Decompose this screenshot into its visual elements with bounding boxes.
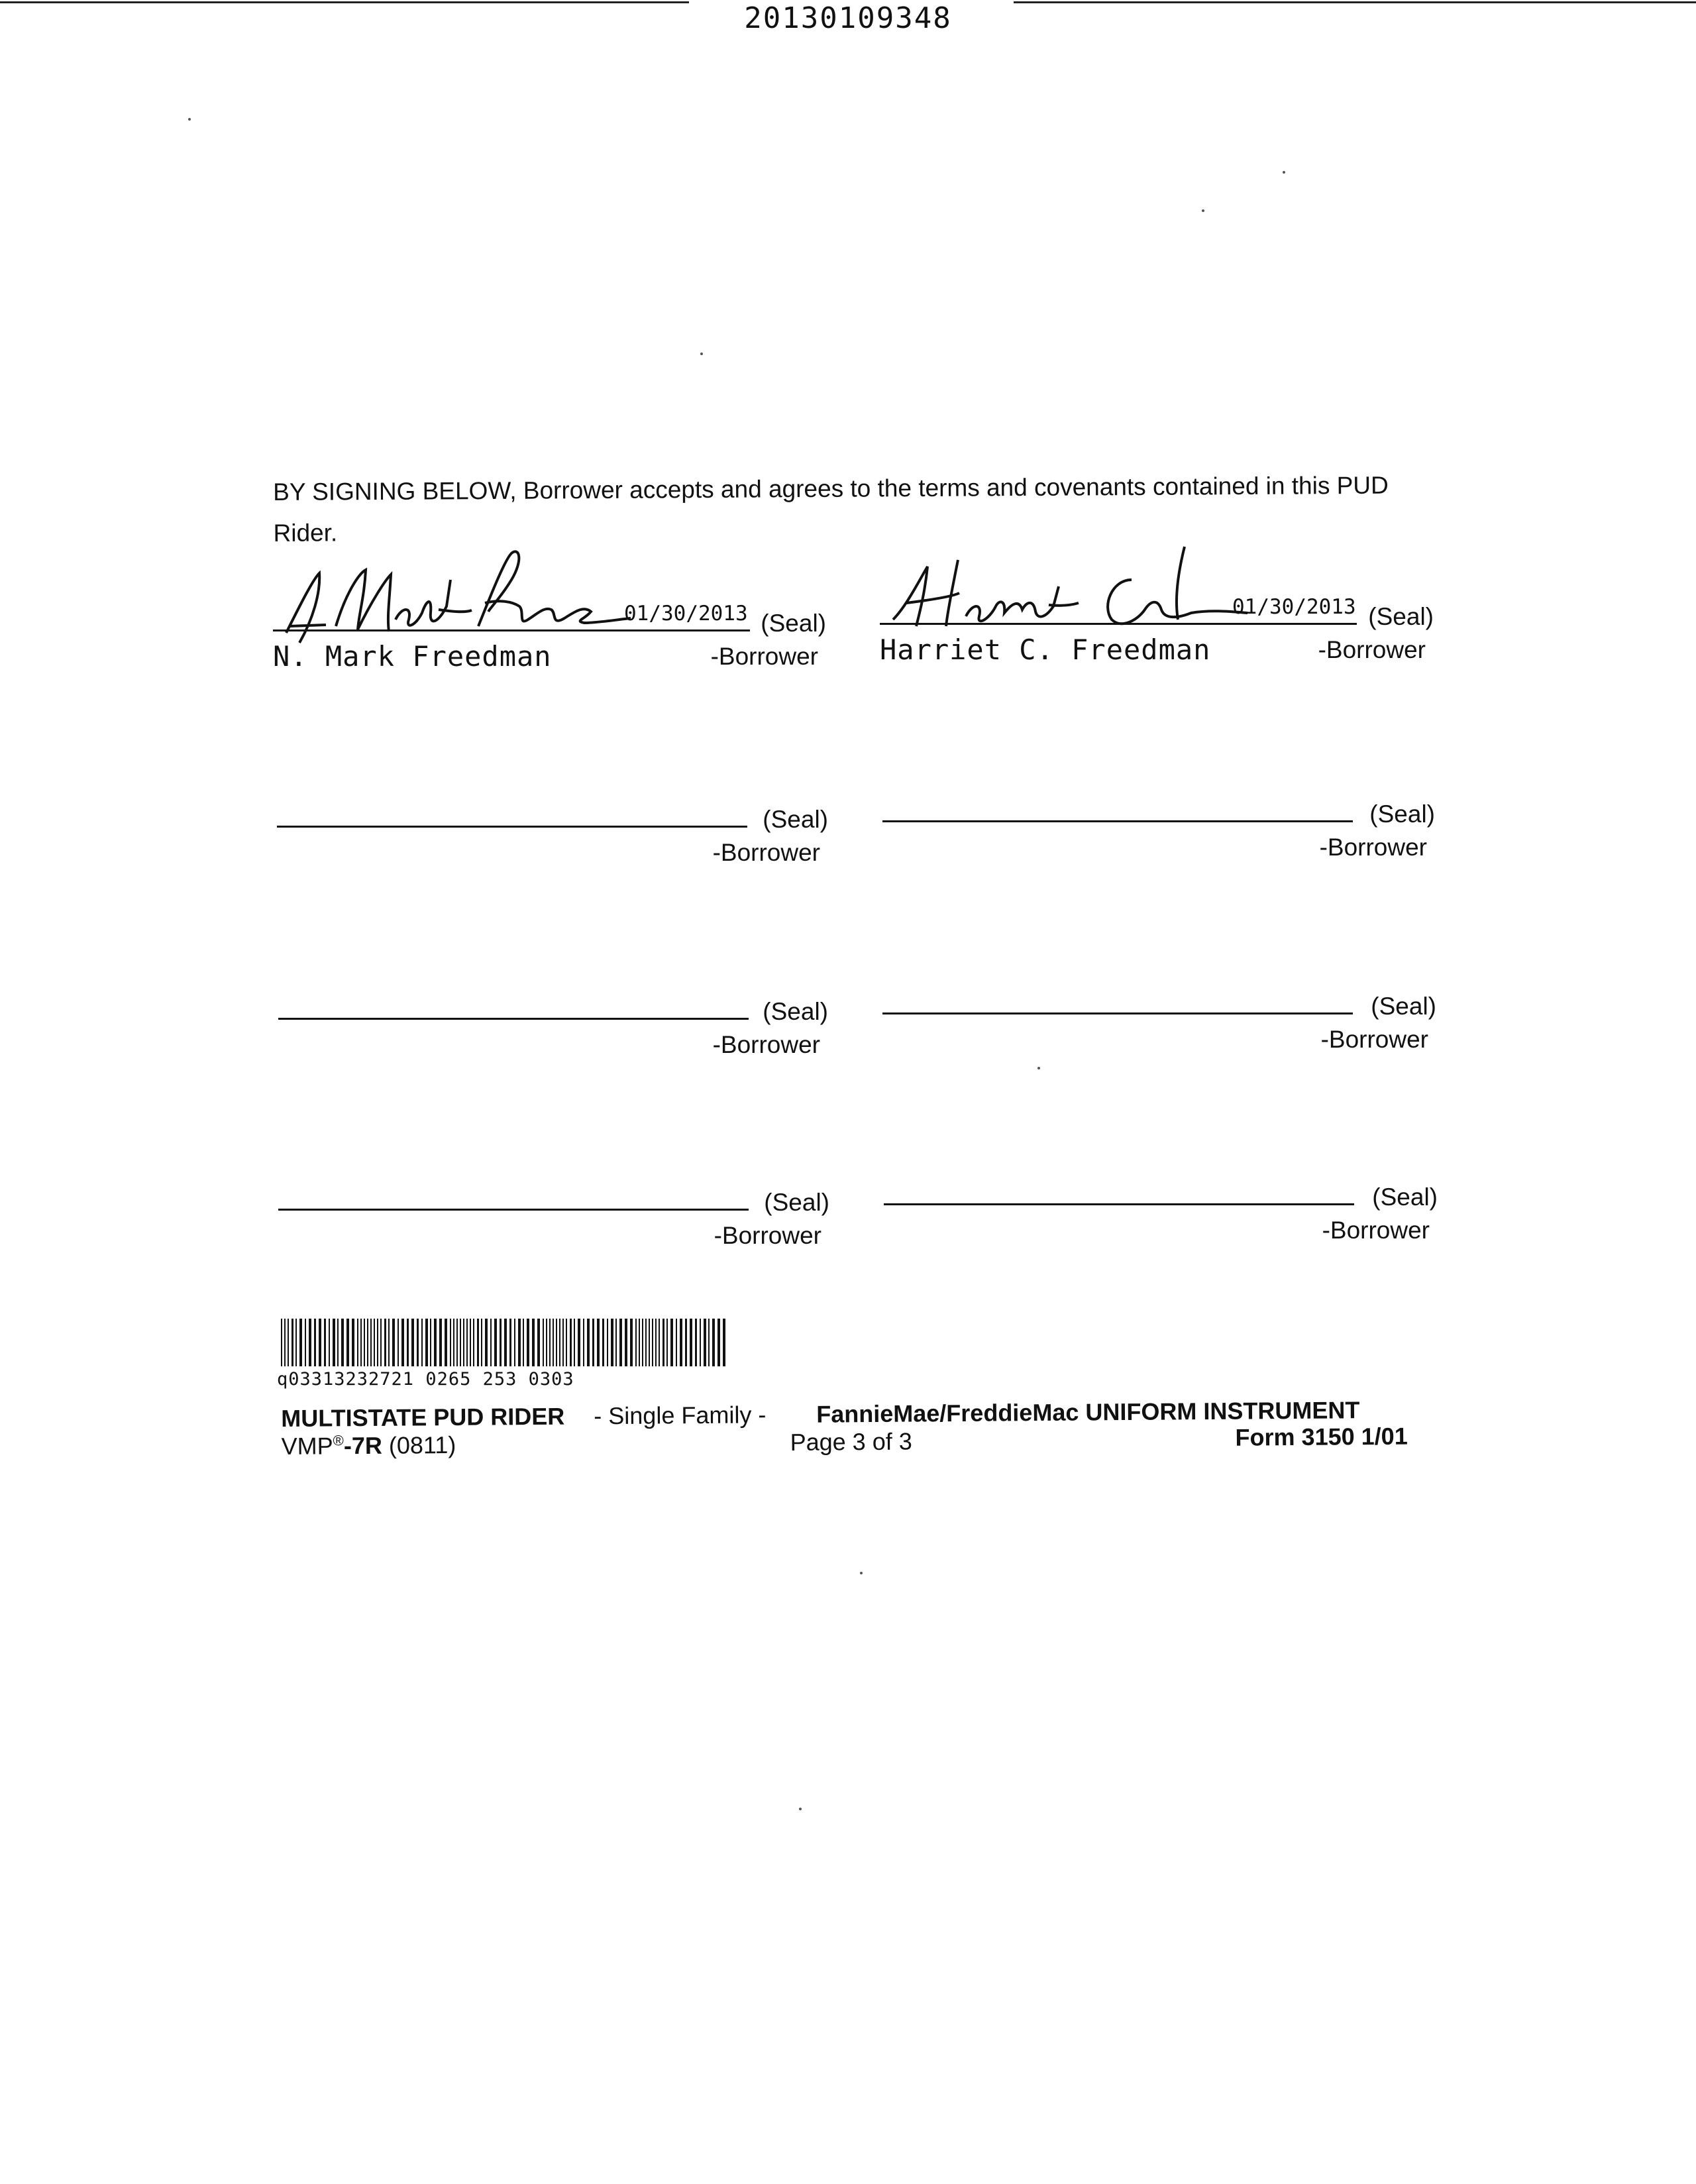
- barcode-bar: [543, 1319, 544, 1366]
- seal-label: (Seal): [763, 806, 828, 833]
- barcode-bar: [453, 1319, 454, 1366]
- signature-date-2: 01/30/2013: [1232, 595, 1356, 619]
- scan-speck: [799, 1808, 802, 1810]
- barcode-bar: [559, 1319, 560, 1366]
- barcode-bar: [281, 1319, 282, 1366]
- barcode-bar: [602, 1319, 604, 1366]
- blank-signature-block-3: [278, 985, 828, 1064]
- barcode-bar: [649, 1319, 650, 1366]
- barcode-bar: [384, 1319, 386, 1366]
- barcode-bar: [645, 1319, 647, 1366]
- signature-line-1: [273, 629, 750, 631]
- barcode-bar: [346, 1319, 349, 1366]
- borrower-role-2: -Borrower: [1318, 636, 1426, 663]
- borrower-role: -Borrower: [714, 1222, 822, 1249]
- vmp-version: (0811): [388, 1431, 456, 1459]
- barcode-bar: [662, 1319, 664, 1366]
- barcode-bar: [562, 1319, 564, 1366]
- barcode-bar: [463, 1319, 464, 1366]
- blank-signature-line: [278, 1209, 749, 1211]
- borrower-name-1: N. Mark Freedman: [273, 640, 552, 673]
- barcode-bar: [592, 1319, 594, 1366]
- signature-block-borrower-1: [273, 596, 826, 676]
- borrower-role: -Borrower: [1319, 834, 1427, 861]
- blank-signature-block-6: [884, 1170, 1438, 1250]
- barcode-bar: [398, 1319, 399, 1366]
- blank-signature-line: [882, 820, 1353, 822]
- barcode-bar: [374, 1319, 375, 1366]
- barcode-number: q03313232721 0265 253 0303: [277, 1369, 574, 1390]
- form-title: MULTISTATE PUD RIDER: [281, 1402, 565, 1432]
- barcode-bar: [360, 1319, 362, 1366]
- barcode-bar: [615, 1319, 617, 1366]
- document-number: 20130109348: [744, 1, 952, 35]
- barcode-bar: [319, 1319, 321, 1366]
- barcode-bar: [439, 1319, 442, 1366]
- barcode-bar: [500, 1319, 502, 1366]
- barcode-bar: [470, 1319, 471, 1366]
- barcode-bar: [532, 1319, 535, 1366]
- seal-label: (Seal): [1371, 993, 1436, 1020]
- barcode-bar: [450, 1319, 451, 1366]
- barcode-bar: [708, 1319, 710, 1366]
- barcode-bar: [625, 1319, 627, 1366]
- seal-label-2: (Seal): [1368, 603, 1434, 630]
- barcode-bar: [284, 1319, 286, 1366]
- form-number: Form 3150 1/01: [1235, 1422, 1408, 1451]
- barcode: [280, 1319, 730, 1366]
- barcode-bar: [553, 1319, 554, 1366]
- barcode-bar: [607, 1319, 608, 1366]
- barcode-bar: [587, 1319, 590, 1366]
- borrower-role: -Borrower: [1320, 1026, 1428, 1053]
- barcode-bar: [380, 1319, 382, 1366]
- barcode-bar: [295, 1319, 297, 1366]
- barcode-bar: [477, 1319, 479, 1366]
- barcode-bar: [333, 1319, 335, 1366]
- barcode-bar: [377, 1319, 378, 1366]
- blank-signature-line: [277, 826, 747, 828]
- signature-block-borrower-2: [880, 590, 1434, 669]
- barcode-bar: [401, 1319, 404, 1366]
- barcode-bar: [652, 1319, 653, 1366]
- blank-signature-line: [882, 1012, 1353, 1014]
- barcode-bar: [566, 1319, 567, 1366]
- barcode-bar: [659, 1319, 660, 1366]
- barcode-bar: [434, 1319, 437, 1366]
- barcode-bar: [549, 1319, 551, 1366]
- barcode-bar: [546, 1319, 547, 1366]
- barcode-bar: [695, 1319, 697, 1366]
- barcode-bar: [314, 1319, 316, 1366]
- barcode-bar: [288, 1319, 289, 1366]
- barcode-bar: [421, 1319, 423, 1366]
- barcode-bar: [485, 1319, 488, 1366]
- barcode-bar: [680, 1319, 682, 1366]
- barcode-bar: [666, 1319, 668, 1366]
- barcode-bar: [597, 1319, 600, 1366]
- barcode-bar: [578, 1319, 580, 1366]
- vmp-suffix: -7R: [343, 1431, 383, 1460]
- barcode-bar: [460, 1319, 461, 1366]
- borrower-role: -Borrower: [712, 1031, 820, 1058]
- barcode-bar: [329, 1319, 330, 1366]
- barcode-bar: [309, 1319, 311, 1366]
- signature-line-2: [880, 623, 1357, 625]
- barcode-bar: [473, 1319, 474, 1366]
- blank-signature-line: [884, 1203, 1354, 1205]
- barcode-bar: [642, 1319, 643, 1366]
- barcode-bar: [717, 1319, 720, 1366]
- barcode-bar: [676, 1319, 677, 1366]
- barcode-bar: [299, 1319, 302, 1366]
- uniform-instrument-label: FannieMae/FreddieMac UNIFORM INSTRUMENT: [816, 1396, 1360, 1428]
- vmp-code: VMP: [281, 1432, 333, 1460]
- scan-speck: [700, 353, 703, 355]
- barcode-bar: [574, 1319, 575, 1366]
- barcode-bar: [685, 1319, 687, 1366]
- barcode-bar: [417, 1319, 419, 1366]
- barcode-bar: [305, 1319, 306, 1366]
- blank-signature-block-5: [278, 1175, 829, 1255]
- scan-speck: [188, 118, 191, 121]
- barcode-bar: [341, 1319, 344, 1366]
- barcode-bar: [494, 1319, 497, 1366]
- barcode-bar: [639, 1319, 640, 1366]
- barcode-bar: [337, 1319, 339, 1366]
- barcode-bar: [583, 1319, 584, 1366]
- barcode-bar: [411, 1319, 414, 1366]
- barcode-bar: [704, 1319, 706, 1366]
- blank-signature-block-2: [882, 787, 1435, 867]
- barcode-bar: [635, 1319, 637, 1366]
- barcode-bar: [456, 1319, 458, 1366]
- barcode-bar: [670, 1319, 673, 1366]
- vmp-form-code: [281, 1431, 456, 1460]
- borrower-role: -Borrower: [1322, 1217, 1430, 1244]
- borrower-role-1: -Borrower: [710, 643, 818, 670]
- seal-label-1: (Seal): [761, 610, 826, 637]
- barcode-bar: [700, 1319, 701, 1366]
- barcode-bar: [352, 1319, 354, 1366]
- signature-date-1: 01/30/2013: [624, 602, 748, 626]
- barcode-bar: [570, 1319, 572, 1366]
- barcode-bar: [388, 1319, 390, 1366]
- barcode-bar: [523, 1319, 524, 1366]
- barcode-bar: [370, 1319, 372, 1366]
- top-rule-left: [0, 1, 689, 3]
- borrower-name-2: Harriet C. Freedman: [880, 633, 1211, 666]
- barcode-bar: [324, 1319, 326, 1366]
- barcode-bar: [490, 1319, 492, 1366]
- barcode-bar: [518, 1319, 521, 1366]
- barcode-bar: [407, 1319, 409, 1366]
- signing-statement: BY SIGNING BELOW, Borrower accepts and agrees to the terms and covenants contained in this PUD Rider.: [273, 471, 1389, 547]
- barcode-bar: [445, 1319, 447, 1366]
- barcode-bar: [655, 1319, 657, 1366]
- form-footer: [281, 1382, 1434, 1464]
- barcode-bar: [723, 1319, 725, 1366]
- seal-label: (Seal): [1372, 1183, 1438, 1211]
- scan-speck: [1037, 1067, 1040, 1069]
- barcode-bar: [466, 1319, 468, 1366]
- barcode-bar: [514, 1319, 515, 1366]
- barcode-bar: [619, 1319, 622, 1366]
- barcode-bar: [364, 1319, 365, 1366]
- form-subtitle: - Single Family -: [594, 1401, 767, 1430]
- barcode-bar: [357, 1319, 358, 1366]
- barcode-bar: [690, 1319, 692, 1366]
- borrower-role: -Borrower: [712, 839, 820, 866]
- blank-signature-block-1: [277, 792, 828, 872]
- blank-signature-block-4: [882, 979, 1436, 1059]
- page-number: Page 3 of 3: [790, 1427, 912, 1456]
- seal-label: (Seal): [764, 1189, 829, 1216]
- barcode-bar: [611, 1319, 613, 1366]
- barcode-bar: [537, 1319, 540, 1366]
- barcode-bar: [527, 1319, 529, 1366]
- barcode-bar: [481, 1319, 482, 1366]
- vmp-registered-mark: ®: [333, 1432, 344, 1449]
- barcode-bar: [509, 1319, 511, 1366]
- seal-label: (Seal): [1369, 800, 1435, 828]
- scan-speck: [860, 1572, 863, 1574]
- barcode-bar: [430, 1319, 431, 1366]
- barcode-bar: [392, 1319, 395, 1366]
- seal-label: (Seal): [763, 998, 828, 1025]
- blank-signature-line: [278, 1018, 749, 1020]
- barcode-bar: [504, 1319, 507, 1366]
- barcode-bar: [292, 1319, 293, 1366]
- barcode-bar: [556, 1319, 557, 1366]
- scan-speck: [1202, 209, 1204, 212]
- barcode-bar: [630, 1319, 633, 1366]
- barcode-bar: [367, 1319, 368, 1366]
- top-rule-right: [1014, 1, 1696, 3]
- barcode-bar: [425, 1319, 428, 1366]
- scan-speck: [1283, 171, 1285, 174]
- barcode-bar: [712, 1319, 715, 1366]
